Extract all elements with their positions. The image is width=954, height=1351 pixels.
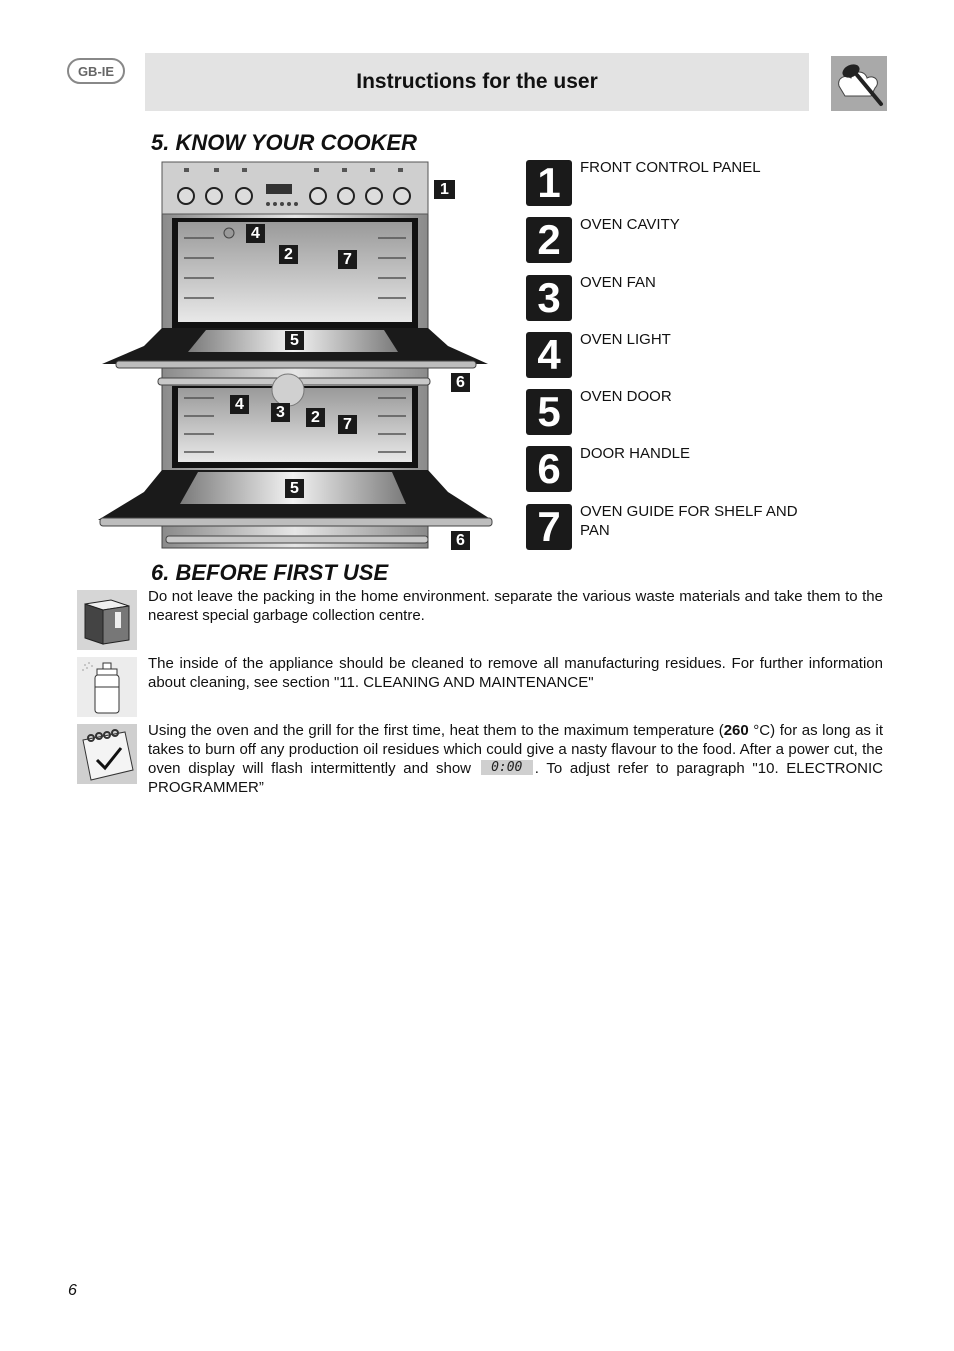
- legend-item: [524, 444, 824, 492]
- checklist-notepad-icon: [77, 724, 137, 784]
- p3-text-b: °C) for as long as it takes to burn off any production oil residues which could give a nasty flavour to the food. After a power cut, the oven display will flash intermittently and show: [148, 722, 883, 777]
- legend-label: OVEN DOOR: [580, 388, 672, 405]
- callout-5-upper: 5: [285, 331, 304, 350]
- header-title: Instructions for the user: [356, 70, 598, 93]
- legend-number: 1: [526, 160, 572, 206]
- callout-6-lower: 6: [451, 531, 470, 550]
- paragraph-packing: Do not leave the packing in the home environment. separate the various waste materials and take them to the nearest special garbage collection centre.: [148, 588, 883, 624]
- callout-2-lower: 2: [306, 408, 325, 427]
- paragraph-first-heating: [148, 721, 883, 797]
- language-badge: GB-IE: [67, 58, 125, 84]
- callout-2-upper: 2: [279, 245, 298, 264]
- callout-7-lower: 7: [338, 415, 357, 434]
- legend-label: OVEN LIGHT: [580, 331, 671, 348]
- section-6-title: 6. BEFORE FIRST USE: [151, 560, 389, 585]
- max-temperature-value: 260: [723, 722, 749, 739]
- page-number: 6: [68, 1282, 77, 1299]
- legend-item: [524, 273, 824, 321]
- legend-number: 7: [526, 504, 572, 550]
- legend-label: OVEN GUIDE FOR SHELF AND PAN: [580, 503, 798, 539]
- callout-7-upper: 7: [338, 250, 357, 269]
- legend-number: 4: [526, 332, 572, 378]
- callout-4-upper: 4: [246, 224, 265, 243]
- paragraph-cleaning: The inside of the appliance should be cleaned to remove all manufacturing residues. For further information about cleaning, see section "11. CLEANING AND MAINTENANCE": [148, 655, 883, 691]
- callout-5-lower: 5: [285, 479, 304, 498]
- legend-number: 6: [526, 446, 572, 492]
- chef-spoon-icon: [831, 56, 887, 111]
- legend-label: OVEN FAN: [580, 274, 656, 291]
- legend-item: [524, 502, 824, 550]
- legend-item: [524, 387, 824, 435]
- legend-label: DOOR HANDLE: [580, 445, 691, 462]
- legend-number: 3: [526, 275, 572, 321]
- callout-4-lower: 4: [230, 395, 249, 414]
- packing-box-icon: [77, 590, 137, 650]
- p3-text-a: Using the oven and the grill for the first time, heat them to the maximum temperature (: [148, 722, 724, 739]
- legend-number: 2: [526, 217, 572, 263]
- callout-1: 1: [434, 180, 455, 199]
- page-header: [145, 53, 809, 111]
- section-5-title: 5. KNOW YOUR COOKER: [151, 130, 418, 155]
- legend-item: [524, 158, 824, 206]
- callout-3: 3: [271, 403, 290, 422]
- legend-label: FRONT CONTROL PANEL: [580, 159, 761, 176]
- p3-text-c: . To adjust refer to paragraph "10. ELECTRONIC PROGRAMMER”: [148, 760, 883, 796]
- spray-can-icon: [77, 657, 137, 717]
- legend-number: 5: [526, 389, 572, 435]
- oven-display-reading: 0:00: [481, 760, 533, 775]
- legend-label: OVEN CAVITY: [580, 216, 680, 233]
- legend-item: [524, 215, 824, 263]
- callout-6-upper: 6: [451, 373, 470, 392]
- legend-item: [524, 330, 824, 378]
